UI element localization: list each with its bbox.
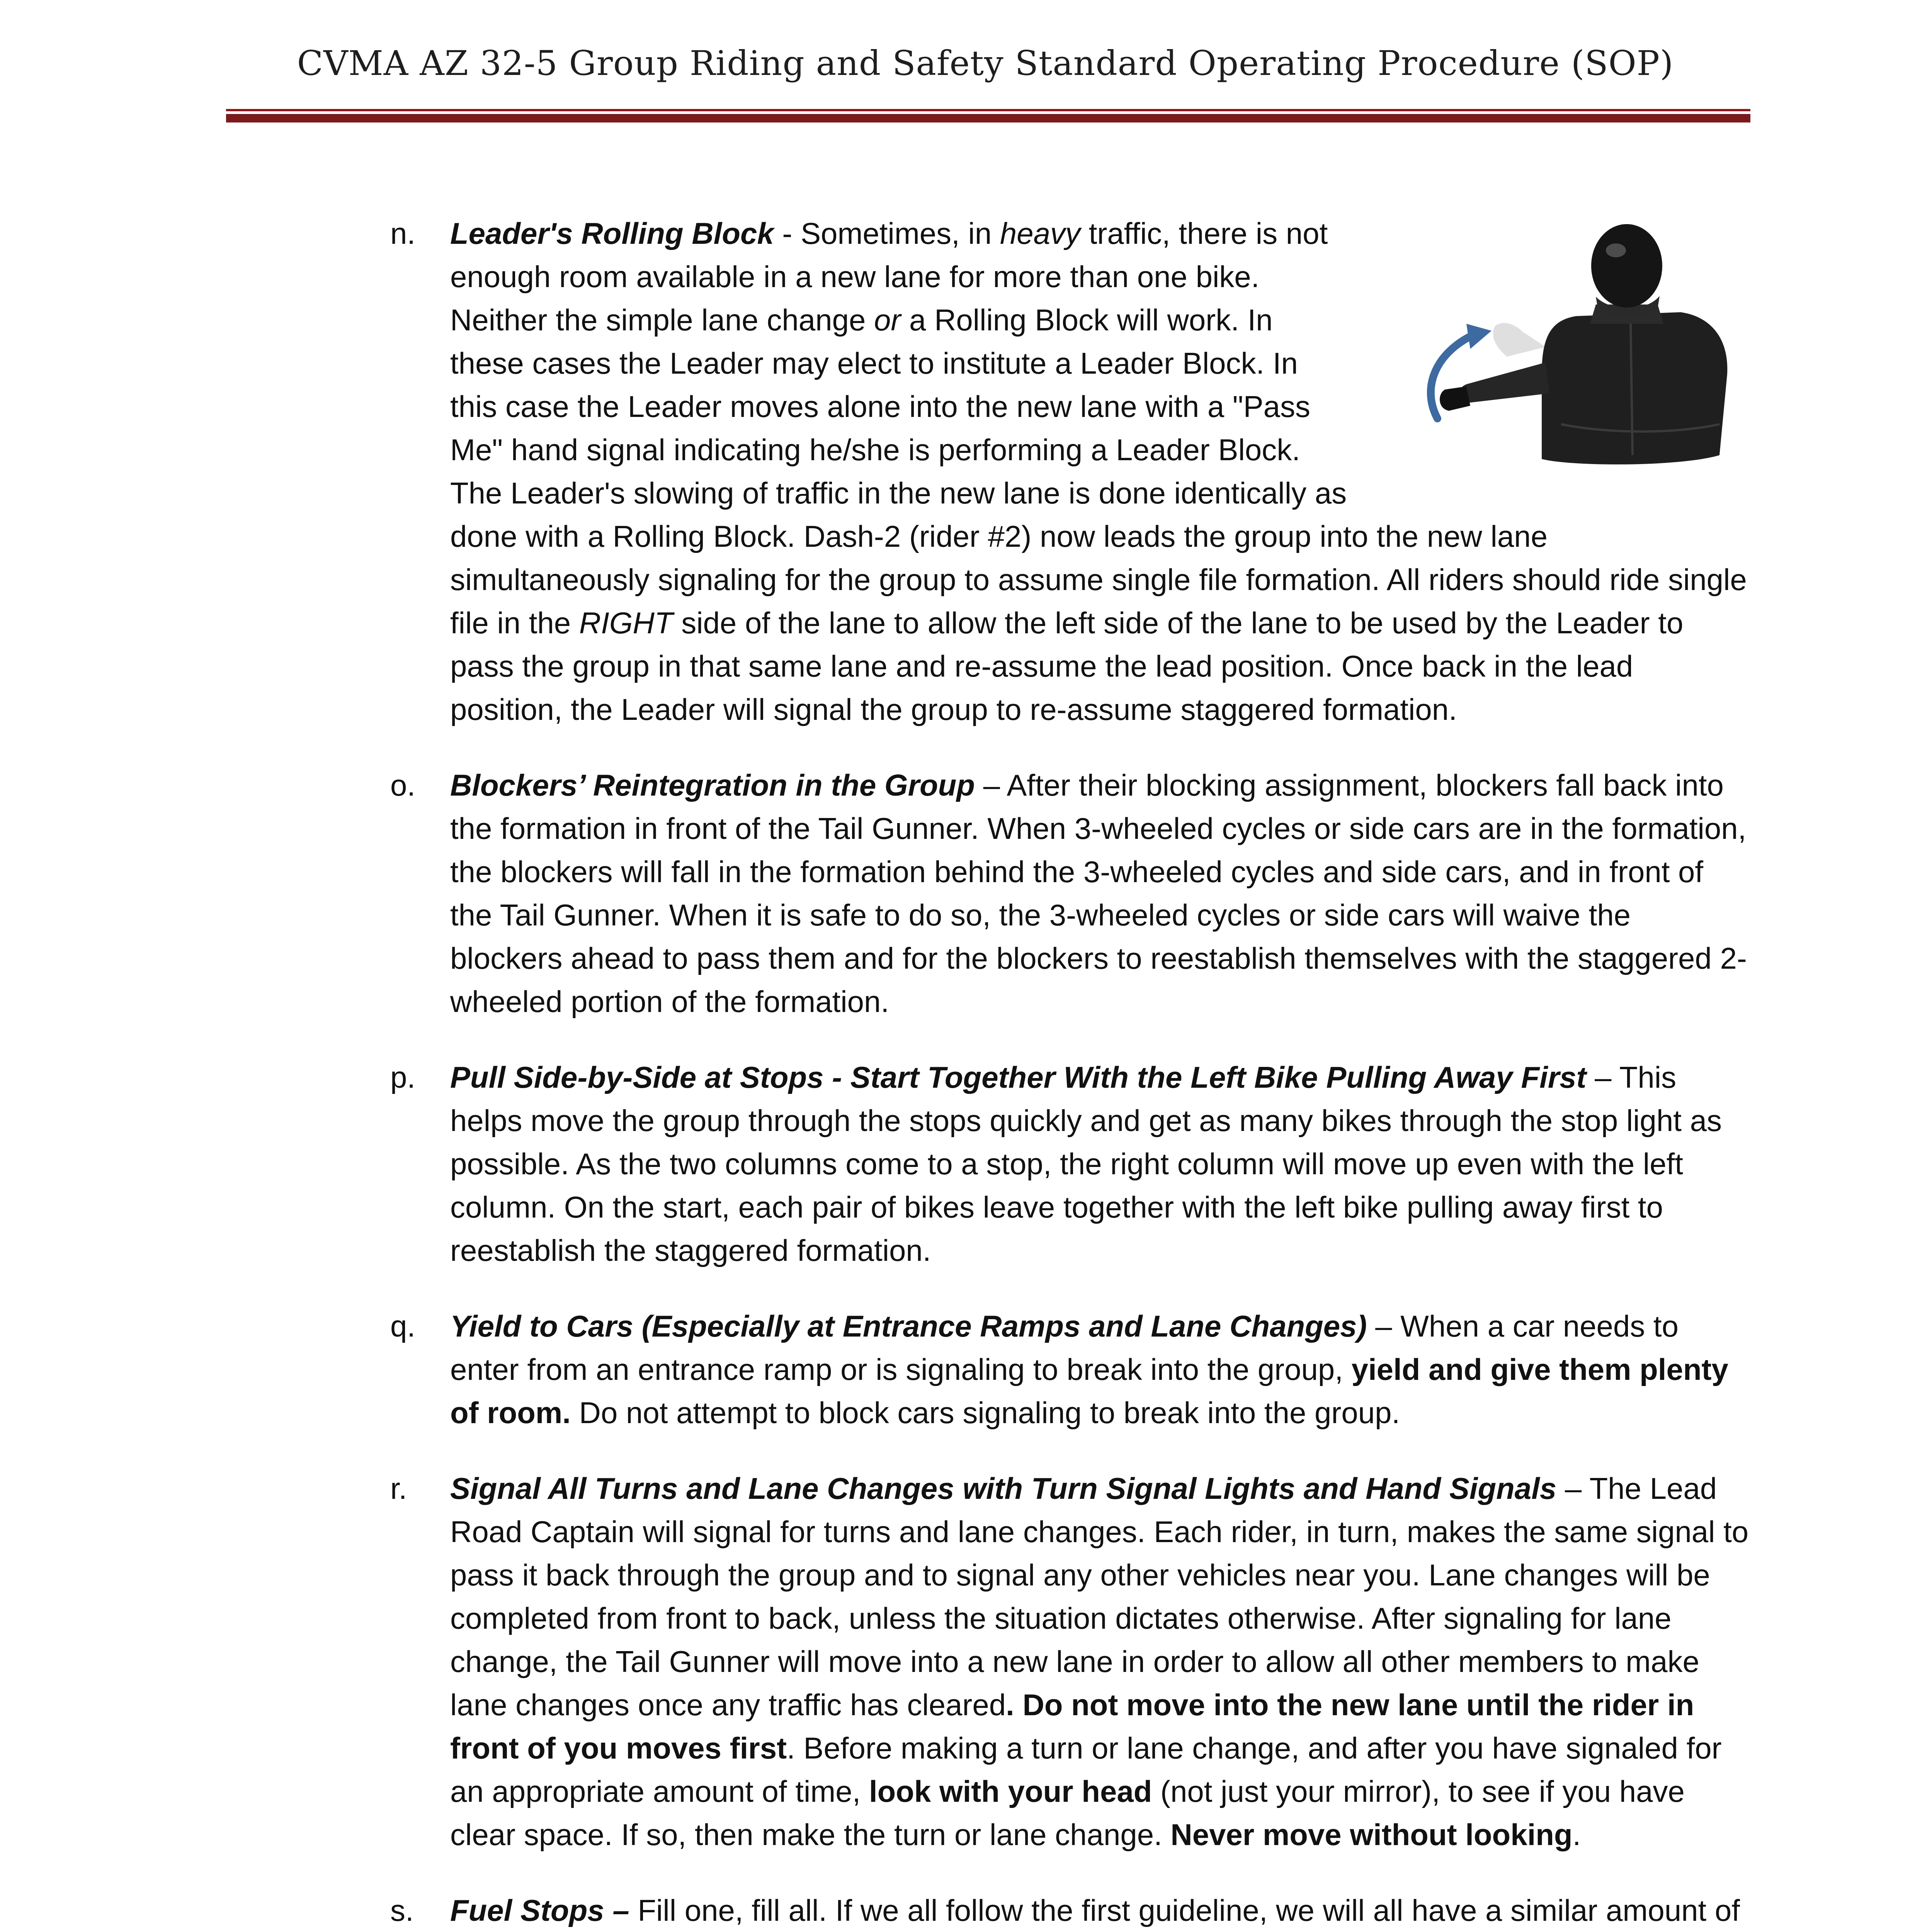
list-item-q: q. Yield to Cars (Especially at Entrance Ramps and Lane Changes) – When a car needs to enter from an entrance ramp or is signaling to break into the group, yield and give them plenty of room. Do not attempt to block cars signaling to break into the group. xyxy=(390,1304,1750,1434)
rider-pass-me-hand-signal-icon xyxy=(1379,208,1750,474)
item-marker: r. xyxy=(390,1471,407,1505)
item-marker: n. xyxy=(390,216,416,250)
item-title: Pull Side-by-Side at Stops - Start Together With the Left Bike Pulling Away First xyxy=(450,1060,1587,1094)
page-header-title: CVMA AZ 32-5 Group Riding and Safety Standard Operating Procedure (SOP) xyxy=(297,43,1674,83)
item-marker: p. xyxy=(390,1060,416,1094)
list-item-s: s. Fuel Stops – Fill one, fill all. If we all follow the first guideline, we will all have a similar amount of xyxy=(390,1889,1750,1932)
list-item-r: r. Signal All Turns and Lane Changes with Turn Signal Lights and Hand Signals – The Lead Road Captain will signal for turns and lane changes. Each rider, in turn, makes the same signal to pass it back through the group and to signal any other vehicles near you. Lane changes will be completed from front to back, unless the situation dictates otherwise. After signaling for lane change, the Tail Gunner will move into a new lane in order to allow all other members to make lane changes once any traffic has cleared. Do not move into the new lane until the rider in front of you moves first. Before making a turn or lane change, and after you have signaled for an appropriate amount of time, look with your head (not just your mirror), to see if you have clear space. If so, then make the turn or lane change. Never move without looking. xyxy=(390,1467,1750,1856)
item-title: Blockers’ Reintegration in the Group xyxy=(450,768,975,802)
item-marker: s. xyxy=(390,1893,414,1927)
item-title: Yield to Cars (Especially at Entrance Ramps and Lane Changes) xyxy=(450,1309,1367,1343)
item-marker: o. xyxy=(390,768,416,802)
list-item-n: n. Leader's Rolling Block - Sometimes, in heavy traffic, there is not enough room available in a new lane for more than one bike. Neither the simple lane change or a Rolling Block will work. In these cases the Leader may elect to institute a Leader Block. In this case the Leader moves alone into the new lane with a "Pass Me" hand signal indicating he/she is performing a Leader Block. The Leader's slowing of traffic in the new lane is done identically as done with a Rolling Block. Dash-2 (rider #2) now leads the group into the new lane simultaneously signaling for the group to assume single file formation. All riders should ride single file in the RIGHT side of the lane to allow the left side of the lane to be used by the Leader to pass the group in that same lane and re-assume the lead position. Once back in the lead position, the Leader will signal the group to re-assume staggered formation. xyxy=(390,212,1750,731)
list-item-o: o. Blockers’ Reintegration in the Group – After their blocking assignment, blockers fall back into the formation in front of the Tail Gunner. When 3-wheeled cycles or side cars are in the formation, the blockers will fall in the formation behind the 3-wheeled cycles and side cars, and in front of the Tail Gunner. When it is safe to do so, the 3-wheeled cycles or side cars will waive the blockers ahead to pass them and for the blockers to reestablish themselves with the staggered 2-wheeled portion of the formation. xyxy=(390,764,1750,1023)
item-marker: q. xyxy=(390,1309,416,1343)
header-divider xyxy=(226,109,1750,122)
item-title: Signal All Turns and Lane Changes with Turn Signal Lights and Hand Signals xyxy=(450,1471,1557,1505)
procedure-list xyxy=(390,212,1750,1932)
item-title: Fuel Stops – xyxy=(450,1893,629,1927)
item-title: Leader's Rolling Block xyxy=(450,216,774,250)
list-item-p: p. Pull Side-by-Side at Stops - Start Together With the Left Bike Pulling Away First – This helps move the group through the stops quickly and get as many bikes through the stop light as possible. As the two columns come to a stop, the right column will move up even with the left column. On the start, each pair of bikes leave together with the left bike pulling away first to reestablish the staggered formation. xyxy=(390,1056,1750,1272)
